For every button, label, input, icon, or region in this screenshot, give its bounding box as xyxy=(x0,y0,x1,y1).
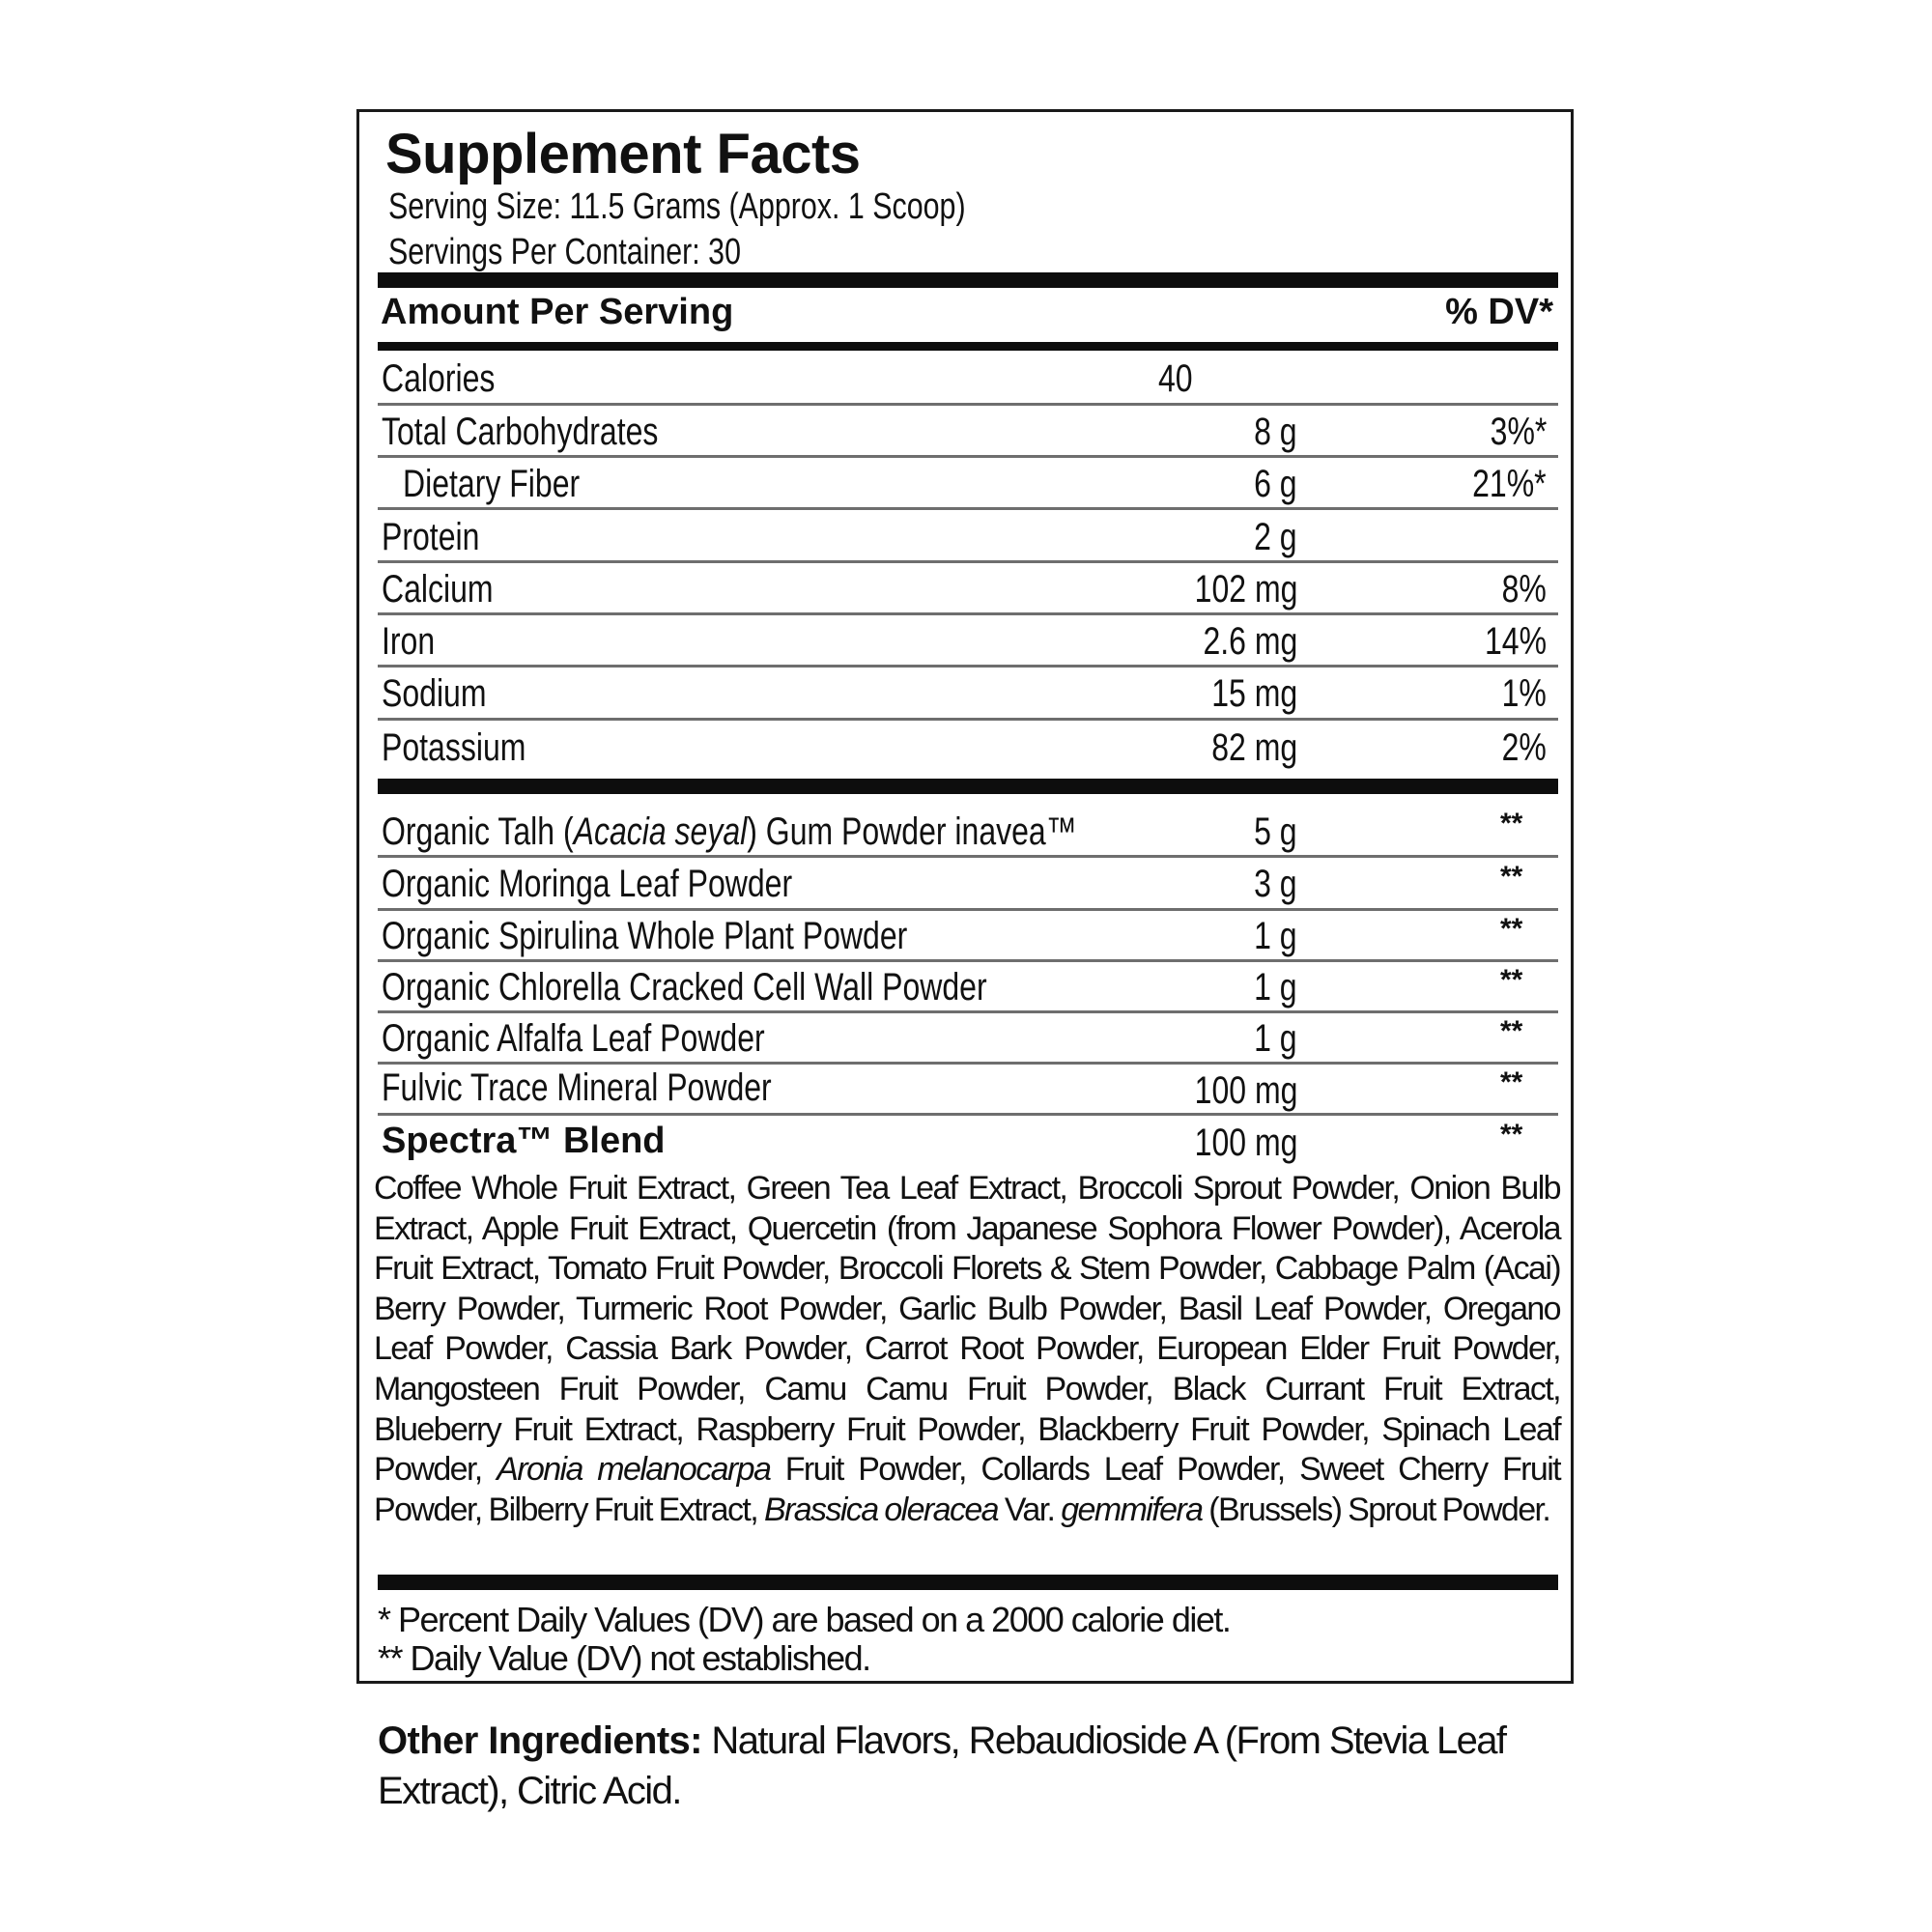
amount-per-serving-header: Amount Per Serving xyxy=(381,292,734,332)
ingredient-amount: 3 g xyxy=(1254,863,1297,905)
nutrient-amount: 8 g xyxy=(1254,411,1297,453)
spectra-blend-ingredients: Coffee Whole Fruit Extract, Green Tea Leaf Extract, Broccoli Sprout Powder, Onion Bulb Extract, Apple Fruit Extract, Quercetin (from Japanese Sophora Flower Powder), Acerola Fruit Extract, Tomato Fruit Powder, Broccoli Florets & Stem Powder, Cabbage Palm (Acai) Berry Powder, Turmeric Root Powder, Garlic Bulb Powder, Basil Leaf Powder, Oregano Leaf Powder, Cassia Bark Powder, Carrot Root Powder, European Elder Fruit Powder, Mangosteen Fruit Powder, Camu Camu Fruit Powder, Black Currant Fruit Extract, Blueberry Fruit Extract, Raspberry Fruit Powder, Blackberry Fruit Powder, Spinach Leaf Powder, Aronia melanocarpa Fruit Powder, Collards Leaf Powder, Sweet Cherry Fruit Powder, Bilberry Fruit Extract, Brassica oleracea Var. gemmifera (Brussels) Sprout Powder. xyxy=(374,1170,1560,1528)
ingredient-name: Organic Alfalfa Leaf Powder xyxy=(382,1017,765,1060)
ingredient-amount: 5 g xyxy=(1254,810,1297,853)
ingredient-dv: ** xyxy=(1500,913,1523,945)
ingredient-name: Organic Chlorella Cracked Cell Wall Powder xyxy=(382,966,987,1009)
ingredient-row-fulvic xyxy=(378,1065,1558,1116)
other-ingredients xyxy=(378,1716,1634,1816)
nutrient-amount: 82 mg xyxy=(1211,726,1297,769)
supplement-facts-panel xyxy=(356,109,1574,1684)
footnote-dv-not-established: ** Daily Value (DV) not established. xyxy=(378,1638,870,1678)
nutrient-row-calories xyxy=(378,351,1558,406)
thick-divider xyxy=(378,779,1558,794)
ingredient-name: Organic Moringa Leaf Powder xyxy=(382,863,793,905)
nutrient-row-iron xyxy=(378,615,1558,668)
thick-divider xyxy=(378,1575,1558,1590)
nutrient-row-dietary-fiber xyxy=(378,458,1558,510)
ingredient-row-moringa xyxy=(378,858,1558,911)
nutrient-amount: 102 mg xyxy=(1194,568,1297,611)
ingredient-amount: 100 mg xyxy=(1194,1069,1297,1112)
nutrient-dv: 21%* xyxy=(1472,463,1547,505)
nutrient-dv: 1% xyxy=(1501,672,1547,715)
nutrient-name: Calcium xyxy=(382,568,494,611)
ingredient-dv: ** xyxy=(1500,1066,1523,1098)
ingredient-name: Fulvic Trace Mineral Powder xyxy=(382,1066,772,1109)
nutrient-name: Protein xyxy=(382,516,480,558)
ingredient-dv: ** xyxy=(1500,964,1523,996)
nutrient-name: Iron xyxy=(382,620,436,663)
nutrient-name: Potassium xyxy=(382,726,526,769)
thick-divider xyxy=(378,272,1558,288)
servings-per-container: Servings Per Container: 30 xyxy=(388,232,741,272)
other-ingredients-text: Natural Flavors, Rebaudioside A (From Stevia Leaf Extract), Citric Acid. xyxy=(378,1719,1506,1812)
footnote-dv-basis: * Percent Daily Values (DV) are based on a 2000 calorie diet. xyxy=(378,1600,1231,1639)
ingredient-name: Spectra™ Blend xyxy=(382,1121,666,1161)
ingredient-dv: ** xyxy=(1500,1015,1523,1047)
ingredient-row-alfalfa xyxy=(378,1013,1558,1065)
serving-size: Serving Size: 11.5 Grams (Approx. 1 Scoop) xyxy=(388,186,966,227)
nutrient-row-total-carbohydrates xyxy=(378,406,1558,458)
nutrient-name: Total Carbohydrates xyxy=(382,411,659,453)
ingredient-amount: 1 g xyxy=(1254,966,1297,1009)
dv-header: % DV* xyxy=(1445,292,1553,332)
nutrient-row-sodium xyxy=(378,668,1558,721)
nutrient-dv: 2% xyxy=(1501,726,1547,769)
ingredient-dv: ** xyxy=(1500,1119,1523,1151)
nutrient-amount: 2 g xyxy=(1254,516,1297,558)
nutrient-amount: 15 mg xyxy=(1211,672,1297,715)
nutrient-dv: 3%* xyxy=(1490,411,1547,453)
ingredient-row-spectra-blend xyxy=(378,1116,1558,1168)
nutrient-name: Calories xyxy=(382,357,496,400)
nutrient-row-calcium xyxy=(378,563,1558,615)
ingredient-row-chlorella xyxy=(378,962,1558,1013)
ingredient-name: Organic Talh (Acacia seyal) Gum Powder inavea™ xyxy=(382,810,1077,853)
ingredient-amount: 100 mg xyxy=(1194,1122,1297,1164)
ingredient-amount: 1 g xyxy=(1254,915,1297,957)
ingredient-row-talh xyxy=(378,794,1558,858)
other-ingredients-label: Other Ingredients: xyxy=(378,1719,702,1762)
medium-divider xyxy=(378,342,1558,351)
nutrient-dv: 14% xyxy=(1484,620,1547,663)
nutrient-amount: 2.6 mg xyxy=(1203,620,1297,663)
nutrient-dv: 8% xyxy=(1501,568,1547,611)
nutrient-row-potassium xyxy=(378,721,1558,777)
ingredient-name: Organic Spirulina Whole Plant Powder xyxy=(382,915,908,957)
nutrient-amount: 6 g xyxy=(1254,463,1297,505)
nutrient-row-protein xyxy=(378,510,1558,563)
nutrient-amount: 40 xyxy=(1158,357,1193,400)
ingredient-dv: ** xyxy=(1500,808,1523,839)
ingredient-amount: 1 g xyxy=(1254,1017,1297,1060)
nutrient-name: Sodium xyxy=(382,672,487,715)
nutrient-name: Dietary Fiber xyxy=(403,463,581,505)
ingredient-row-spirulina xyxy=(378,911,1558,962)
ingredient-dv: ** xyxy=(1500,861,1523,893)
panel-title: Supplement Facts xyxy=(385,123,861,185)
